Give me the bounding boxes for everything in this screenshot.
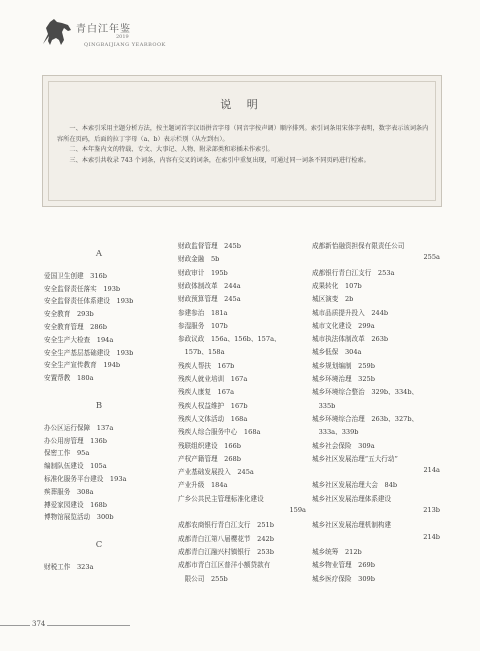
index-entry: 214a: [423, 466, 440, 475]
index-entry: 产权产籍管理 268b: [178, 454, 241, 463]
index-section-letter: C: [95, 540, 103, 551]
index-entry: 编制队伍建设 105a: [44, 462, 107, 471]
index-entry: 残疾人综合服务中心 168a: [178, 428, 261, 437]
index-entry: 城乡社会保险 309a: [312, 441, 375, 450]
index-entry: 广乡公共民主管理标准化建设: [178, 494, 264, 503]
index-entry: 安置帮教 180a: [44, 374, 94, 383]
index-entry: 城乡医疗保险 309b: [312, 574, 375, 583]
index-entry: 办公区运行保障 137a: [44, 423, 114, 432]
index-entry: 333a、339b: [312, 428, 359, 437]
index-entry: 财政监督管理 245b: [178, 242, 241, 250]
index-entry: 安全教育管理 286b: [44, 323, 107, 331]
index-section-letter: B: [95, 401, 103, 411]
index-entry: 成都农商银行青白江支行 251b: [178, 521, 274, 530]
index-entry: 城乡物业管理 269b: [312, 561, 375, 570]
index-entry: 安全生产大检查 194a: [44, 335, 114, 344]
index-entry: 城乡社区发展治理体系建设: [312, 494, 392, 503]
index-entry: 安全监督责任体系建设 193b: [44, 297, 134, 306]
notice-box: [42, 75, 442, 207]
index-entry: 产业升级 184a: [178, 481, 228, 490]
index-entry: 参建参治 181a: [178, 308, 228, 317]
index-entry: 办公用房管理 136b: [44, 436, 107, 445]
index-entry: 残疾人文体活动 168a: [178, 414, 248, 423]
index-entry: 157b、158a: [178, 348, 225, 357]
yearbook-header: [40, 14, 240, 54]
index-entry: 成都新怡融资担保有限责任公司: [312, 242, 405, 250]
index-entry: 殡葬服务 308a: [44, 487, 94, 496]
index-entry: 214b: [423, 532, 440, 541]
index-entry: 城乡环境治理 325b: [312, 375, 375, 383]
index-entry: 城乡社区发展治理机制构建: [312, 521, 392, 530]
index-entry: 成都市青白江区普洋小额贷款有: [178, 561, 271, 570]
index-entry: 城乡社区发展治理“五大行动”: [312, 454, 398, 463]
index-entry: 限公司 255b: [178, 574, 228, 583]
index-entry: 残联组织建设 166b: [178, 441, 241, 450]
page-number: 374: [32, 620, 46, 628]
footer-rule: [0, 625, 130, 626]
yearbook-year: 2019: [116, 34, 129, 40]
index-entry: 博物馆展览活动 300b: [44, 513, 114, 522]
index-entry: 参政议政 156a、156b、157a、: [178, 335, 281, 344]
index-entry: 成都青白江第八届樱花节 242b: [178, 534, 274, 543]
index-entry: 安全教育 293b: [44, 310, 94, 319]
index-entry: 335b: [312, 401, 336, 410]
notice-body: [57, 124, 429, 166]
index-entry: 城乡低保 304a: [312, 348, 362, 357]
index-entry: 财政体制改革 244a: [178, 281, 241, 290]
index-entry: 成果转化 107b: [312, 281, 362, 290]
notice-paragraph: 二、本年鉴内文的特载、专文、大事记、人物、附录部类和彩插未作索引。: [69, 146, 274, 154]
index-entry: 残疾人就业培训 167a: [178, 375, 248, 383]
index-entry: 标准化服务平台建设 193a: [44, 475, 127, 483]
notice-paragraph: 三、本索引共收录 743 个词条，内容有交叉的词条，在索引中重复出现，可通过同一词条不同页码进行检索。: [69, 156, 370, 164]
index-entry: 残疾人康复 167a: [178, 388, 235, 397]
horse-logo-icon: [40, 16, 74, 48]
index-entry: 安全生产基层基础建设 193b: [44, 348, 134, 357]
yearbook-subtitle: QINGBAIJIANG YEARBOOK: [84, 42, 166, 48]
index-entry: 城乡环境综合整治 329b、334b、: [312, 388, 419, 397]
index-entry: 残疾人权益维护 167b: [178, 401, 248, 410]
notice-title: 说 明: [220, 98, 264, 111]
index-entry: 城乡环境综合治理 263b、327b、: [312, 414, 419, 423]
index-entry: 213b: [423, 506, 440, 514]
index-entry: 财政预算管理 245a: [178, 295, 241, 304]
index-entry: 安全生产宣传教育 194b: [44, 361, 121, 370]
notice-paragraph: 一、本索引采用主题分析方法，按主题词首字汉语拼音字母（同音字按声调）顺序排列。索引词条用宋体字表明，数字表示该词条内容所在页码，后面的拉丁字母（a、b）表示栏别（从左到右）。: [57, 125, 429, 143]
index-entry: 爱国卫生创建 316b: [44, 271, 107, 280]
index-entry: 城区演变 2b: [312, 295, 354, 304]
index-entry: 城乡统筹 212b: [312, 547, 362, 556]
index-entry: 159a: [289, 506, 306, 514]
index-entry: 255a: [423, 253, 440, 262]
index-entry: 财政审计 195b: [178, 268, 228, 277]
index-entry: 成都银行青白江支行 253a: [312, 268, 395, 277]
index-section-letter: A: [95, 249, 103, 259]
index-entry: 安全监督责任落实 193b: [44, 284, 121, 293]
index-entry: 城市文化建设 299a: [312, 321, 375, 330]
yearbook-title: 青白江年鉴: [76, 24, 131, 35]
index-entry: 城市品质提升投入 244b: [312, 308, 389, 317]
index-entry: 城市执法体制改革 263b: [312, 335, 389, 344]
index-entry: 残疾人帮扶 167b: [178, 361, 235, 370]
index-entry: 产业基础发展投入 245a: [178, 468, 254, 477]
index-entry: 城乡社区发展治理大会 84b: [312, 481, 398, 490]
index-entry: 保密工作 95a: [44, 449, 90, 458]
index-entry: 参湿服务 107b: [178, 321, 228, 330]
index-entry: 财税工作 323a: [44, 563, 94, 571]
index-entry: 搏爱家园建设 168b: [44, 500, 107, 509]
index-entry: 城乡规划编制 259b: [312, 361, 375, 370]
index-entry: 财政金融 5b: [178, 255, 220, 264]
index-entry: 成都青白江融兴村镇银行 253b: [178, 547, 274, 556]
